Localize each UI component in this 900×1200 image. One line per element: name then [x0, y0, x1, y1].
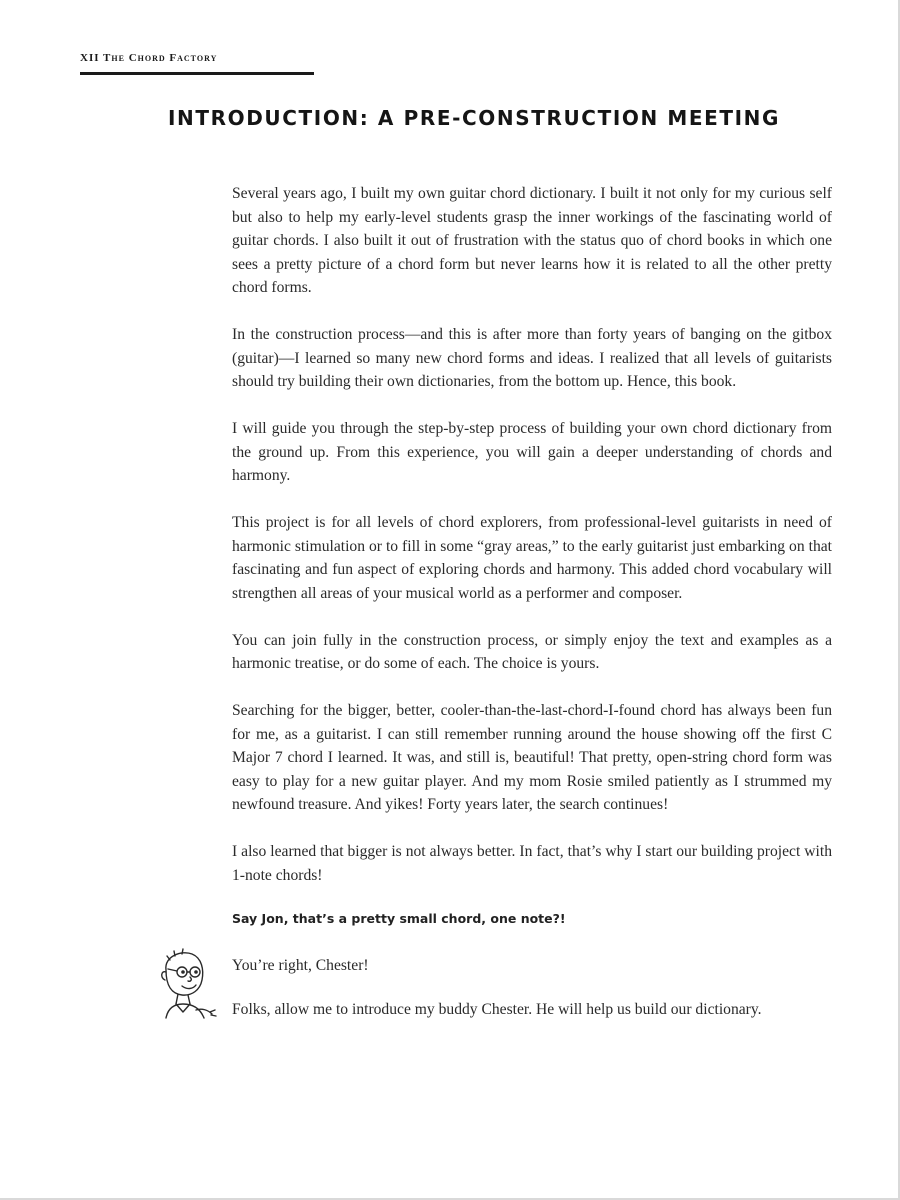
running-header: XII The Chord Factory [80, 52, 218, 64]
paragraph-2: In the construction process—and this is after more than forty years of banging on the gitbox (guitar)—I learned so many new chord forms and ideas. I realized that all levels of guitarists should try building their own dictionaries, from the bottom up. Hence, this book. [232, 326, 832, 391]
chester-dialogue: Say Jon, that’s a pretty small chord, one note?! [232, 911, 566, 927]
header-rule [80, 72, 314, 75]
reply-line: You’re right, Chester! [232, 957, 369, 975]
page-title: INTRODUCTION: A PRE-CONSTRUCTION MEETING [168, 106, 781, 130]
paragraph-3: I will guide you through the step-by-step process of building your own chord dictionary from the ground up. From this experience, you will gain a deeper understanding of chords and harmony. [232, 420, 832, 485]
closing-line: Folks, allow me to introduce my buddy Chester. He will help us build our dictionary. [232, 1000, 762, 1018]
paragraph-7: I also learned that bigger is not always better. In fact, that’s why I start our building project with 1-note chords! [232, 843, 832, 884]
body-text [232, 182, 832, 1045]
chester-cartoon-icon [152, 948, 218, 1030]
paragraph-6: Searching for the bigger, better, cooler-than-the-last-chord-I-found chord has always been fun for me, as a guitarist. I can still remember running around the house showing off the first C Major 7 chord I learned. It was, and still is, beautiful! That pretty, open-string chord form was easy to play for a new guitar player. And my mom Rosie smiled patiently as I strummed my newfound treasure. And yikes! Forty years later, the search continues! [232, 702, 832, 814]
paragraph-4: This project is for all levels of chord explorers, from professional-level guitarists in need of harmonic stimulation or to fill in some “gray areas,” to the early guitarist just embarking on that fascinating and fun aspect of exploring chords and harmony. This added chord vocabulary will strengthen all areas of your musical world as a performer and composer. [232, 514, 832, 602]
paragraph-1: Several years ago, I built my own guitar chord dictionary. I built it not only for my curious self but also to help my early-level students grasp the inner workings of the fascinating world of guitar chords. I also built it out of frustration with the status quo of chord books in which one sees a pretty picture of a chord form but never learns how it is related to all the other pretty chord forms. [232, 185, 832, 297]
paragraph-5: You can join fully in the construction process, or simply enjoy the text and examples as a harmonic treatise, or do some of each. The choice is yours. [232, 631, 832, 673]
